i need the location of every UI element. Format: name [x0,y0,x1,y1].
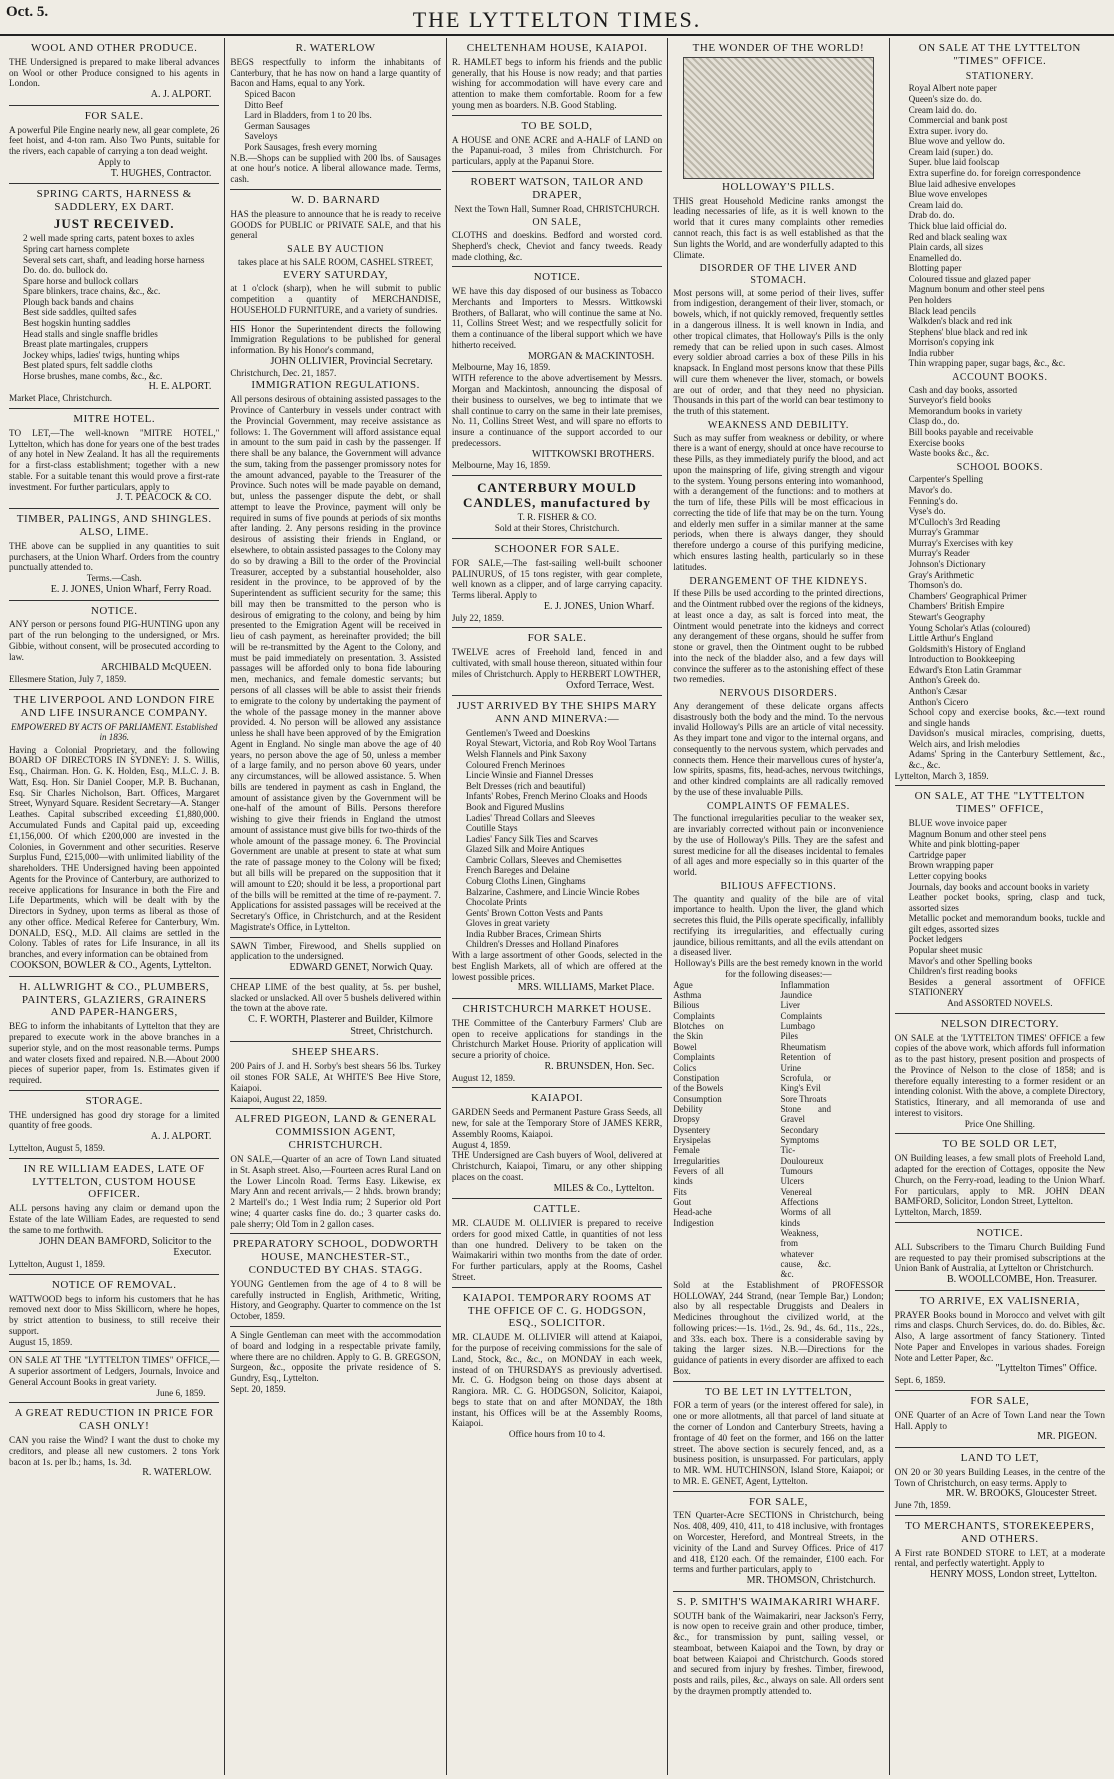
ad-spring-carts: SPRING CARTS, HARNESS & SADDLERY, EX DART. JUST RECEIVED. 2 well made spring carts, patent boxes to axles Spring cart harness complete Several sets cart, shaft, and leading horse harness Do. do. do. bullock do. Spare horse and bullock collars Spare blinkers, trace chains, &c., &c. Plough back bands and chains Best side saddles, quilted safes Best hogskin hunting saddles Head stalls and single snaffle bridles Breast plate martingales, cruppers Jockey whips, ladies' twigs, hunting whips Best plated spurs, felt saddle cloths Horse brushes, mane combs, &c., &c. H. E. ALPORT. Market Place, Christchurch. [9,184,219,408]
ad-lime: CHEAP LIME of the best quality, at 5s. per bushel, slacked or unslacked. All over 5 bushels delivered within the town at the above rate. C. F. WORTH, Plasterer and Builder, Kilmore Street, Christchurch. [230,979,440,1043]
ad-house-papanui: TO BE SOLD, A HOUSE and ONE ACRE and A-HALF of LAND on the Papanui-road, 3 miles from Christchurch. For particulars, apply at the Papanui Store. [452,116,662,172]
carts-list: 2 well made spring carts, patent boxes to axles Spring cart harness complete Several sets cart, shaft, and leading horse harness Do. do. do. bullock do. Spare horse and bullock collars Spare blinkers, trace chains, &c., &c. Plough back bands and chains Best side saddles, quilted safes Best hogskin hunting saddles Head stalls and single snaffle bridles Breast plate martingales, cruppers Jockey whips, ladies' twigs, hunting whips Best plated spurs, felt saddle cloths Horse brushes, mane combs, &c., &c. [23,233,205,381]
ad-freehold: FOR SALE. TWELVE acres of Freehold land, fenced in and cultivated, with small house thereon, situated within four miles of Christchurch. Apply to HERBERT LOWTHER, Oxford Terrace, West. [452,628,662,696]
ad-cattle: CATTLE. MR. CLAUDE M. OLLIVIER is prepared to receive orders for good mixed Cattle, in quantities of not less than one hundred. Delivery to be taken on the Waimakariri within two months from the date of order. For further particulars, apply at the Rooms, Cashel Street. [452,1199,662,1287]
ad-immigration: HIS Honor the Superintendent directs the following Immigration Regulations to be published for general information. By his Honor's command, JOHN OLLIVIER, Provincial Secretary. Christchurch, Dec. 21, 1857. IMMIGRATION REGULATIONS. All persons desirous of obtaining assisted passages to the Province of Canterbury in vessels under contract with the Provincial Government, may receive assistance as follows: 1. The Government will afford assistance equal in amount to the sum paid in cash by the passenger. If there shall be any balance, the Government will advance the sum, taking from the passenger promissory notes for the amount advanced, payable to the Treasurer of the Province. Such notes will be made payable on demand, but, unless the passenger dispute the debt, or shall attempt to leave the Province, payment will only be required in sums of five pounds at periods of six months after landing. 2. Any persons residing in the province desirous of assisting their friends in England, or elsewhere, to obtain assisted passages to the Colony may do so by drawing a Bill to the order of the Provincial Treasurer, accepted by a substantial householder, also resident in the province, to be approved of by the Superintendent as sufficient security for the same; this bill may then be transmitted to the person who is desirous of emigrating to the colony, and being by him presented to the Emigration Agent will be received in lieu of cash payment, as hereinafter provided; the bill will be re-transmitted by the Agent to the Colony, and must be paid immediately on presentation. 3. Assisted passages will be afforded only to bona fide labouring men, mechanics, and female domestic servants; but persons of all classes will be able to assist their friends to emigrate to the colony by undertaking the payment of the whole of the passage money in the manner above provided. 4. No person will be allowed any assistance unless he shall have been approved of by the Emigration Agent in England. No single man above the age of 40 years, no person above the age of 50, unless a member of a large family, and no person above 60 years, under any circumstances, will be allowed assistance. 5. When bills are tendered in payment as cash in England, the amount of assistance given by the Government will be one-half of the amount of Bills. Persons therefore wishing to give their friends in England the utmost amount of assistance must give bills for two-thirds of the whole amount of the passage money. 6. The Provincial Government are unable at present to state at what sum the rate of passage money to the Colony will be fixed; but all bills will be prepared on the supposition that it will amount to £20; should it be less, a proportional part of the bills will be remitted at the time of re-payment. 7. Applications for assisted passages will be received at the Secretary's Office, in Christchurch, and at the Resident Magistrate's Office, in Lyttelton. [230,321,440,938]
ad-removal: NOTICE OF REMOVAL. WATTWOOD begs to inform his customers that he has removed next door to Miss Skillicorn, where he hopes, by strict attention to business, to still receive their support. August 15, 1859. [9,1275,219,1353]
ad-sheep-shears: SHEEP SHEARS. 200 Pairs of J. and H. Sorby's best shears 56 lbs. Turkey oil stones FOR SALE, At WHITE'S Bee Hive Store, Kaiapoi. Kaiapoi, August 22, 1859. [230,1042,440,1109]
columns [4,38,1110,1775]
ad-storage: STORAGE. THE undersigned has good dry storage for a limited quantity of free goods. A. J. ALPORT. Lyttelton, August 5, 1859. [9,1091,219,1159]
ad-barnard: W. D. BARNARD HAS the pleasure to announce that he is ready to receive GOODS for PUBLIC or PRIVATE SALE, and that his general SALE BY AUCTION takes place at his SALE ROOM, CASHEL STREET, EVERY SATURDAY, at 1 o'clock (sharp), when he will submit to public competition a quantity of MERCHANDISE, HOUSEHOLD FURNITURE, and a variety of sundries. [230,190,440,321]
ad-merchants: TO MERCHANTS, STOREKEEPERS, AND OTHERS. A First rate BONDED STORE to LET, at a moderate rental, and perfectly watertight. Apply to HENRY MOSS, London street, Lyttelton. [894,1519,1106,1581]
ad-nelson-directory: NELSON DIRECTORY. ON SALE at the 'LYTTELTON TIMES' OFFICE a few copies of the above work, which affords full information as to the past history, present position and prospects of the Province of Nelson to the close of 1858; and is therefore equally interesting to a former resident or an intending colonist. With the above, a complete Directory, Statistics, Itinerary, and all memoranda of use and interest to visitors. Price One Shilling. [895,1014,1105,1135]
column-3 [447,38,668,1775]
ad-land-to-let: LAND TO LET, ON 20 or 30 years Building Leases, in the centre of the Town of Christchurch, on easy terms. Apply to MR. W. BROOKS, Gloucester Street. June 7th, 1859. [895,1448,1105,1516]
ad-school: PREPARATORY SCHOOL, DODWORTH HOUSE, MANCHESTER-ST., CONDUCTED BY CHAS. STAGG. YOUNG Gentlemen from the age of 4 to 8 will be carefully instructed in English, Arithmetic, Writing, History, and Geography. Quarter to commence on the 1st October, 1859. [230,1234,440,1327]
ad-notice-pig: NOTICE. ANY person or persons found PIG-HUNTING upon any part of the run belonging to the undersigned, or Mrs. Gibbie, without consent, will be prosecuted according to law. ARCHIBALD McQUEEN. Ellesmere Station, July 7, 1859. [9,601,219,690]
ad-quarter-acre: FOR SALE, ONE Quarter of an Acre of Town Land near the Town Hall. Apply to MR. PIGEON. [895,1391,1105,1448]
school-books-list: Carpenter's Spelling Mavor's do. Fenning's do. Vyse's do. M'Culloch's 3rd Reading Murray's Grammar Murray's Exercises with key Murray's Reader Johnson's Dictionary Gray's Arithmetic Thomson's do. Chambers' Geographical Primer Chambers' British Empire Stewart's Geography Young Scholar's Atlas (coloured) Little Arthur's England Goldsmith's History of England Introduction to Bookkeeping Edward's Eton Latin Grammar Anthon's Greek do. Anthon's Cæsar Anthon's Cicero School copy and exercise books, &c.—text round and single hands Davidson's musical miracles, comprising, duetts, Welch airs, and Irish melodies Adams' Spring in the Canterbury Settlement, &c., &c., &c. [908,474,1106,771]
stationery-list: Royal Albert note paper Queen's size do. do. Cream laid do. do. Commercial and bank post Extra super. ivory do. Blue wove and yellow do. Cream laid (super.) do. Super. blue laid foolscap Extra superfine do. for foreign correspondence Blue laid adhesive envelopes Blue wove envelopes Cream laid do. Drab do. do. Thick blue laid official do. Red and black sealing wax Plain cards, all sizes Enamelled do. Blotting paper Coloured tissue and glazed paper Magnum bonum and other steel pens Pen holders Black lead pencils Walkden's black and red ink Stephens' blue black and red ink Morrison's copying ink India rubber Thin wrapping paper, sugar bags, &c., &c. [908,83,1081,369]
column-4 [668,38,889,1775]
ad-timber: TIMBER, PALINGS, AND SHINGLES. ALSO, LIME. THE above can be supplied in any quantities to suit purchasers, at the Union Wharf. Orders from the country punctually attended to. Terms.—Cash. E. J. JONES, Union Wharf, Ferry Road. [9,509,219,600]
ad-eades: IN RE WILLIAM EADES, LATE OF LYTTELTON, CUSTOM HOUSE OFFICER. ALL persons having any claim or demand upon the Estate of the late William Eades, are requested to send the same to me forthwith. JOHN DEAN BAMFORD, Solicitor to the Executor. Lyttelton, August 1, 1859. [9,1159,219,1275]
ad-valisneria: TO ARRIVE, EX VALISNERIA, PRAYER Books bound in Morocco and velvet with gilt rims and clasps. Church Services, do. do. do. Bibles, &c. Also, A large assortment of fancy Stationery. Tinted Note Paper and Envelopes in various shades. Foreign Note and Letter Paper, &c. "Lyttelton Times" Office. Sept. 6, 1859. [895,1291,1105,1391]
ad-candles: CANTERBURY MOULD CANDLES, manufactured by T. R. FISHER & CO. Sold at their Stores, Christchurch. [452,476,662,539]
ad-holloway: THE WONDER OF THE WORLD! HOLLOWAY'S PILLS. THIS great Household Medicine ranks amongst the leading necessaries of life, as it is well known to the world that it cures many complaints other remedies cannot reach, this fact is as well established as that the Sun lights the World, and are wonderfully adapted to this Climate. DISORDER OF THE LIVER AND STOMACH. Most persons will, at some period of their lives, suffer from indigestion, derangement of their liver, stomach, or bowels, which, if not quickly removed, frequently settles in a dangerous illness. It is well known in India, and other tropical climates, that Holloway's Pills is the only remedy that can be relied upon in such cases. Almost every soldier abroad carries a box of these Pills in his knapsack. In England most persons know that these Pills will cure them whenever the liver, stomach, or bowels are out of order, and that they need no physician. Thousands in this part of the world can bear testimony to the truth of this statement. WEAKNESS AND DEBILITY. Such as may suffer from weakness or debility, or where there is a want of energy, should at once have recourse to these Pills, as they immediately purify the blood, and act upon the mainspring of life, giving strength and vigour to the system. Young persons entering into womanhood, with a derangement of the functions: and to mothers at the turn of life, these Pills will be most efficacious in correcting the tide of life that may be on the turn. Young and elderly men suffer in a similar manner at the same periods, when there is always danger, they should therefore undergo a course of this purifying medicine, which ensures lasting health, particularly so in these latitudes. DERANGEMENT OF THE KIDNEYS. If these Pills be used according to the printed directions, and the Ointment rubbed over the regions of the kidneys, at least once a day, as salt is forced into meat, the Ointment would penetrate into the kidneys and correct any derangement of these organs, should he suffer from stone or gravel, then the Ointment ought to be rubbed into the neck of the bladder also, and a few days will convince the sufferer as to the astonishing effect of these two remedies. NERVOUS DISORDERS. Any derangement of these delicate organs affects disastrously both the body and the mind. To the nervous invalid Holloway's Pills are an article of vital necessity. As they impart tone and vigor to the internal organs, and consequently to the nervous system, which pervades and connects them. Hence their marvellous cures of hyster'a, low spirits, spasms, fits, head-aches, nervous twitchings, and other kindred complaints are all radically removed by the use of these invaluable Pills. COMPLAINTS OF FEMALES. The functional irregularities peculiar to the weaker sex, are invariably corrected without pain or inconvenience by the use of Holloway's Pills. They are the safest and surest medicine for all the diseases incidental to females of all ages and more especially so in this quarter of the world. BILIOUS AFFECTIONS. The quantity and quality of the bile are of vital importance to health. Upon the liver, the gland which secretes this fluid, the Pills operate specifically, infallibly rectifying its irregularities, and effectually curing jaundice, bilious remittants, and all the evils attendant on a diseased liver. Holloway's Pills are the best remedy known in the world for the following diseases:— Ague Asthma Bilious Complaints Blotches on the Skin Bowel Complaints Colics Constipation of the Bowels Consumption Debility Dropsy Dysentery Erysipelas Female Irregularities Fevers of all kinds Fits Gout Head-ache Indigestion Inflammation Jaundice Liver Complaints Lumbago Piles Rheumatism Retention of Urine Scrofula, or King's Evil Sore Throats Stone and Gravel Secondary Symptoms Tic-Douloureux Tumours Ulcers Venereal Affections Worms of all kinds Weakness, from whatever cause, &c. &c. Sold at the Establishment of PROFESSOR HOLLOWAY, 244 Strand, (near Temple Bar,) London; also by all respectable Druggists and Dealers in Medicines throughout the civilized world, at the following prices:—1s. 1½d., 2s. 9d., 4s. 6d., 11s., 22s., and 33s. each box. There is a considerable saving by taking the larger sizes. N.B.—Directions for the guidance of patients in every disorder are affixed to each Box. [673,38,883,1382]
ad-to-let-lyttelton: TO BE LET IN LYTTELTON, FOR a term of years (or the interest offered for sale), in one or more allotments, all that parcel of land situate at the corner of London and Canterbury Streets, having a frontage of 40 feet on the former, and 166 on the latter street. The above section is securely fenced, and, as a business position, is unsurpassed. For particulars, apply to MR. WM. HUTCHINSON, Island Store, Kaiapoi; or to MR. E. GENET, Agent, Lyttelton. [673,1382,883,1492]
ad-market-house: CHRISTCHURCH MARKET HOUSE. THE Committee of the Canterbury Farmers' Club are open to receive applications for standings in the Christchurch Market House. Priority of application will secure a priority of choice. R. BRUNSDEN, Hon. Sec. August 12, 1859. [452,999,662,1088]
ad-stationery: ON SALE AT THE LYTTELTON "TIMES" OFFICE. STATIONERY. Royal Albert note paper Queen's size do. do. Cream laid do. do. Commercial and bank post Extra super. ivory do. Blue wove and yellow do. Cream laid (super.) do. Super. blue laid foolscap Extra superfine do. for foreign correspondence Blue laid adhesive envelopes Blue wove envelopes Cream laid do. Drab do. do. Thick blue laid official do. Red and black sealing wax Plain cards, all sizes Enamelled do. Blotting paper Coloured tissue and glazed paper Magnum bonum and other steel pens Pen holders Black lead pencils Walkden's black and red ink Stephens' blue black and red ink Morrison's copying ink India rubber Thin wrapping paper, sugar bags, &c., &c. ACCOUNT BOOKS. Cash and day books, assorted Surveyor's field books Memorandum books in variety Clasp do., do. Bill books payable and receivable Exercise books Waste books &c., &c. SCHOOL BOOKS. Carpenter's Spelling Mavor's do. Fenning's do. Vyse's do. M'Culloch's 3rd Reading Murray's Grammar Murray's Exercises with key Murray's Reader Johnson's Dictionary Gray's Arithmetic Thomson's do. Chambers' Geographical Primer Chambers' British Empire Stewart's Geography Young Scholar's Atlas (coloured) Little Arthur's England Goldsmith's History of England Introduction to Bookkeeping Edward's Eton Latin Grammar Anthon's Greek do. Anthon's Cæsar Anthon's Cicero School copy and exercise books, &c.—text round and single hands Davidson's musical miracles, comprising, duetts, Welch airs, and Irish melodies Adams' Spring in the Canterbury Settlement, &c., &c., &c. Lyttelton, March 3, 1859. [895,38,1105,786]
ad-timaru-notice: NOTICE. ALL Subscribers to the Timaru Church Building Fund are requested to pay their promised subscriptions at the Union Bank of Australia, at Lyttelton or Christchurch. B. WOOLLCOMBE, Hon. Treasurer. [895,1223,1105,1291]
ad-insurance: THE LIVERPOOL AND LONDON FIRE AND LIFE INSURANCE COMPANY. EMPOWERED BY ACTS OF PARLIAMENT. Established in 1836. Having a Colonial Proprietary, and the following BOARD OF DIRECTORS IN SYDNEY: J. S. Willis, Esq., Chairman. Hon. G. K. Holden, Esq., M.L.C. J. B. Watt, Esq. Hon. Sir Daniel Cooper, M.P. B. Buchanan, Esq. Sir Charles Nicholson, Bart. Offices, Margaret Street, Wynyard Square. Resident Secretary—A. Stanger Leathes. Capital subscribed exceeding £1,880,000. Accumulated Funds and Capital paid up, exceeding £1,156,000. Of which £200,000 are invested in the Colonies, in Government and other securities. Reserve Surplus Fund, £215,000—with unlimited liability of the shareholders. THE Undersigned having been appointed Agents for the Province of Canterbury, are authorized to receive applications for Insurance in both the Fire and Life Departments, which will be dealt with by the Directors in Sydney, upon terms as liberal as those of any other office. Medical Referee for Canterbury, Wm. DONALD, ESQ., M.D. All claims are settled in the Colony. Tables of rates for Life Insurance, in all its branches, and every information can be obtained from COOKSON, BOWLER & CO., Agents, Lyttelton. [9,690,219,977]
column-2 [225,38,446,1775]
ad-lt-office: ON SALE AT THE "LYTTELTON TIMES" OFFICE,—A superior assortment of Ledgers, Journals, Invoice and General Account Books in great variety. June 6, 1859. [9,1352,219,1403]
ad-pile-engine: FOR SALE. A powerful Pile Engine nearly new, all gear complete, 26 feet hoist, and 4-ton ram. Also Two Punts, suitable for the rivers, each capable of carrying a ton dead weight. Apply to T. HUGHES, Contractor. [9,106,219,185]
account-books-list: Cash and day books, assorted Surveyor's field books Memorandum books in variety Clasp do., do. Bill books payable and receivable Exercise books Waste books &c., &c. [908,384,1034,459]
masthead [0,0,1114,36]
ad-gentleman: A Single Gentleman can meet with the accommodation of board and lodging in a respectable private family, where there are no children. Apply to G. B. GREGSON, Surgeon, &c., opposite the private residence of S. Gundry, Esq., Lyttelton. Sept. 20, 1859. [230,1329,441,1394]
ad-temporary-rooms: KAIAPOI. TEMPORARY ROOMS AT THE OFFICE OF C. G. HODGSON, ESQ., SOLICITOR. MR. CLAUDE M. OLLIVIER will attend at Kaiapoi, for the purpose of receiving commissions for the sale of Land, Stock, &c., &c., on MONDAY in each week, instead of on THURSDAYS as previously advertised. Mr. C. G. Hodgson being on those days absent at Rangiora. MR. C. G. HODGSON, Solicitor, Kaiapoi, begs to state that on and after MONDAY, the 18th instant, his Offices will be at the Assembly Rooms, Kaiapoi. Office hours from 10 to 4. [451,1291,663,1440]
ad-sold-or-let: TO BE SOLD OR LET, ON Building leases, a few small plots of Freehold Land, adapted for the erection of Cottages, opposite the New Church, on the Ferry-road, leading to the Union Wharf. For particulars, apply to MR. JOHN DEAN BAMFORD, Solicitor, London Street, Lyttelton. Lyttelton, March, 1859. [895,1134,1105,1222]
ad-just-arrived: JUST ARRIVED BY THE SHIPS MARY ANN AND MINERVA:— Gentlemen's Tweed and Doeskins Royal Stewart, Victoria, and Rob Roy Wool Tartans Welsh Flannels and Pink Saxony Coloured French Merinoes Lincie Winsie and Fiannel Dresses Belt Dresses (rich and beautiful) Infants' Robes, French Merino Cloaks and Hoods Book and Figured Muslins Ladies' Thread Collars and Sleeves Coutille Stays Ladies' Fancy Silk Ties and Scarves Glazed Silk and Moire Antiques Cambric Collars, Sleeves and Chemisettes French Bareges and Delaine Coburg Cloths Linen, Ginghams Balzarine, Cashmere, and Lincie Wincie Robes Chocolate Prints Gents' Brown Cotton Vests and Pants Gloves in great variety India Rubber Braces, Crimean Shirts Children's Dresses and Holland Pinafores With a large assortment of other Goods, selected in the best English Markets, all of which are offered at the lowest possible prices. MRS. WILLIAMS, Market Place. [452,696,662,999]
ad-sections: FOR SALE, TEN Quarter-Acre SECTIONS in Christchurch, being Nos. 408, 409, 410, 411, to 418 inclusive, with frontages on Worcester, Hereford, and Montreal Streets, in the vicinity of the Land and Survey Offices. Price of 417 and 418, £120 each. Of the remainder, £100 each. For terms and further particulars, apply to MR. THOMSON, Christchurch. [673,1492,883,1592]
disease-list-left: Ague Asthma Bilious Complaints Blotches on the Skin Bowel Complaints Colics Constipation of the Bowels Consumption Debility Dropsy Dysentery Erysipelas Female Irregularities Fevers of all kinds Fits Gout Head-ache Indigestion [673,979,724,1228]
ad-sawn-timber: SAWN Timber, Firewood, and Shells supplied on application to the undersigned. EDWARD GENET, Norwich Quay. [230,938,440,979]
ad-kaiapoi-seeds: KAIAPOI. GARDEN Seeds and Permanent Pasture Grass Seeds, all new, for sale at the Temporary Store of JAMES KERR, Assembly Rooms, Kaiapoi. August 4, 1859. THE Undersigned are Cash buyers of Wool, delivered at Christchurch, Kaiapoi, Timaru, or any other shipping places on the coast. MILES & Co., Lyttelton. [452,1088,662,1199]
ad-waterlow: R. WATERLOW BEGS respectfully to inform the inhabitants of Canterbury, that he has now on hand a large quantity of Bacon and Hams, equal to any York. Spiced Bacon Ditto Beef Lard in Bladders, from 1 to 20 lbs. German Sausages Saveloys Pork Sausages, fresh every morning N.B.—Shops can be supplied with 200 lbs. of Sausages at one hour's notice. A liberal allowance made. Terms, cash. [230,38,440,190]
arrived-list: Gentlemen's Tweed and Doeskins Royal Stewart, Victoria, and Rob Roy Wool Tartans Welsh Flannels and Pink Saxony Coloured French Merinoes Lincie Winsie and Fiannel Dresses Belt Dresses (rich and beautiful) Infants' Robes, French Merino Cloaks and Hoods Book and Figured Muslins Ladies' Thread Collars and Sleeves Coutille Stays Ladies' Fancy Silk Ties and Scarves Glazed Silk and Moire Antiques Cambric Collars, Sleeves and Chemisettes French Bareges and Delaine Coburg Cloths Linen, Ginghams Balzarine, Cashmere, and Lincie Wincie Robes Chocolate Prints Gents' Brown Cotton Vests and Pants Gloves in great variety India Rubber Braces, Crimean Shirts Children's Dresses and Holland Pinafores [465,727,657,950]
ad-wharf: S. P. SMITH'S WAIMAKARIRI WHARF. SOUTH bank of the Waimakariri, near Jackson's Ferry, is now open to receive grain and other produce, timber, &c., for transmission by punt, sailing vessel, or steamboat, between Kaiapoi and the Town, by dray or boat between Kaiapoi and Christchurch. Goods stored and secured from injury by freshes. Timber, firewood, posts and rails, piles, &c., always on sale. All orders sent by the draymen promptly attended to. [673,1595,884,1696]
disease-list-right: Inflammation Jaundice Liver Complaints Lumbago Piles Rheumatism Retention of Urine Scrofula, or King's Evil Sore Throats Stone and Gravel Secondary Symptoms Tic-Douloureux Tumours Ulcers Venereal Affections Worms of all kinds Weakness, from whatever cause, &c. &c. [780,979,832,1280]
newspaper-title: THE LYTTELTON TIMES. [412,7,702,32]
ad-allwright: H. ALLWRIGHT & CO., PLUMBERS, PAINTERS, GLAZIERS, GRAINERS AND PAPER-HANGERS, BEG to inform the inhabitants of Lyttelton that they are prepared to execute work in the above branches in a superior style, and on the most reasonable terms. Pumps and water closets fixed and repaired. N.B.—About 2000 pieces of superior paper, from 1s. Estimates given if required. [9,977,219,1091]
engraving-illustration [683,57,873,179]
issue-date: Oct. 5. [6,4,49,20]
ad-on-sale-office: ON SALE, AT THE "LYTTELTON TIMES" OFFICE, BLUE wove invoice paper Magnum Bonum and other steel pens White and pink blotting-paper Cartridge paper Brown wrapping paper Letter copying books Journals, day books and account books in variety Leather pocket books, spring, clasp and tuck, assorted sizes Metallic pocket and memorandum books, tuckle and gilt edges, assorted sizes Pocket ledgers Popular sheet music Mavor's and other Spelling books Children's first reading books Besides a general assortment of OFFICE STATIONERY And ASSORTED NOVELS. [895,786,1105,1013]
office-goods-list: BLUE wove invoice paper Magnum Bonum and other steel pens White and pink blotting-paper Cartridge paper Brown wrapping paper Letter copying books Journals, day books and account books in variety Leather pocket books, spring, clasp and tuck, assorted sizes Metallic pocket and memorandum books, tuckle and gilt edges, assorted sizes Pocket ledgers Popular sheet music Mavor's and other Spelling books Children's first reading books Besides a general assortment of OFFICE STATIONERY [908,818,1106,998]
ad-pigeon: ALFRED PIGEON, LAND & GENERAL COMMISSION AGENT, CHRISTCHURCH. ON SALE,—Quarter of an acre of Town Land situated in St. Asaph street. Also,—Fourteen acres Rural Land on the Lower Lincoln Road. Terms Easy. Likewise, ex Mary Ann and recent arrivals,— 2 hhds. brown brandy; 2 Martell's do.; 1 West India rum; 2 Superior old Port wine; 4 quarter casks fine do. do.; 3 quarter casks do. pale sherry; Old Tom in 2 gallon cases. [230,1109,440,1234]
ad-reduction: A GREAT REDUCTION IN PRICE FOR CASH ONLY! CAN you raise the Wind? I want the dust to choke my creditors, and please all new customers. 2 tons York bacon at 1s. per lb.; hams, 1s. 3d. R. WATERLOW. [9,1407,220,1479]
ad-tobacco-notice: NOTICE. WE have this day disposed of our business as Tobacco Merchants and Importers to Messrs. Wittkowski Brothers, of Ballarat, who will continue the same at No. 11, Collins Street West; and we respectfully solicit for them a continuance of the liberal support which we have hitherto received. MORGAN & MACKINTOSH. Melbourne, May 16, 1859. WITH reference to the above advertisement by Messrs. Morgan and Mackintosh, announcing the disposal of their business to ourselves, we beg to intimate that we shall continue to carry on the same in their late premises, No. 11, Collins Street West, and will spare no efforts to insure a continuance of the support accorded to our predecessors. WITTKOWSKI BROTHERS. Melbourne, May 16, 1859. [452,267,662,476]
ad-cheltenham: CHELTENHAM HOUSE, KAIAPOI. R. HAMLET begs to inform his friends and the public generally, that his House is now ready; and that parties wishing for accommodation will have every care and attention to make them comfortable. Room for a few young men as boarders. N.B. Good Stabling. [452,38,662,116]
ad-wool: WOOL AND OTHER PRODUCE. THE Undersigned is prepared to make liberal advances on Wool or other Produce consigned to his agents in London. A. J. ALPORT. [9,38,219,106]
ad-mitre-hotel: MITRE HOTEL. TO LET,—The well-known "MITRE HOTEL," Lyttelton, which has done for years one of the best trades of any hotel in New Zealand. It has all the requirements for a first-class establishment; together with a new stable. For a suitable tenant this would prove a first-rate investment. For further particulars, apply to J. T. PEACOCK & CO. [9,409,219,509]
disease-list [673,980,883,1280]
column-1 [4,38,225,1775]
waterlow-list: Spiced Bacon Ditto Beef Lard in Bladders, from 1 to 20 lbs. German Sausages Saveloys Pork Sausages, fresh every morning [244,89,377,153]
column-5 [890,38,1110,1775]
ad-schooner: SCHOONER FOR SALE. FOR SALE,—The fast-sailing well-built schooner PALINURUS, of 15 tons register, with gear complete, well known as a clipper, and of large carrying capacity. Terms liberal. Apply to E. J. JONES, Union Wharf. July 22, 1859. [452,539,662,628]
ad-watson: ROBERT WATSON, TAILOR AND DRAPER, Next the Town Hall, Sumner Road, CHRISTCHURCH. ON SALE, CLOTHS and doeskins. Bedford and worsted cord. Shepherd's check, Cheviot and fancy tweeds. Ready made clothing, &c. [452,172,662,267]
